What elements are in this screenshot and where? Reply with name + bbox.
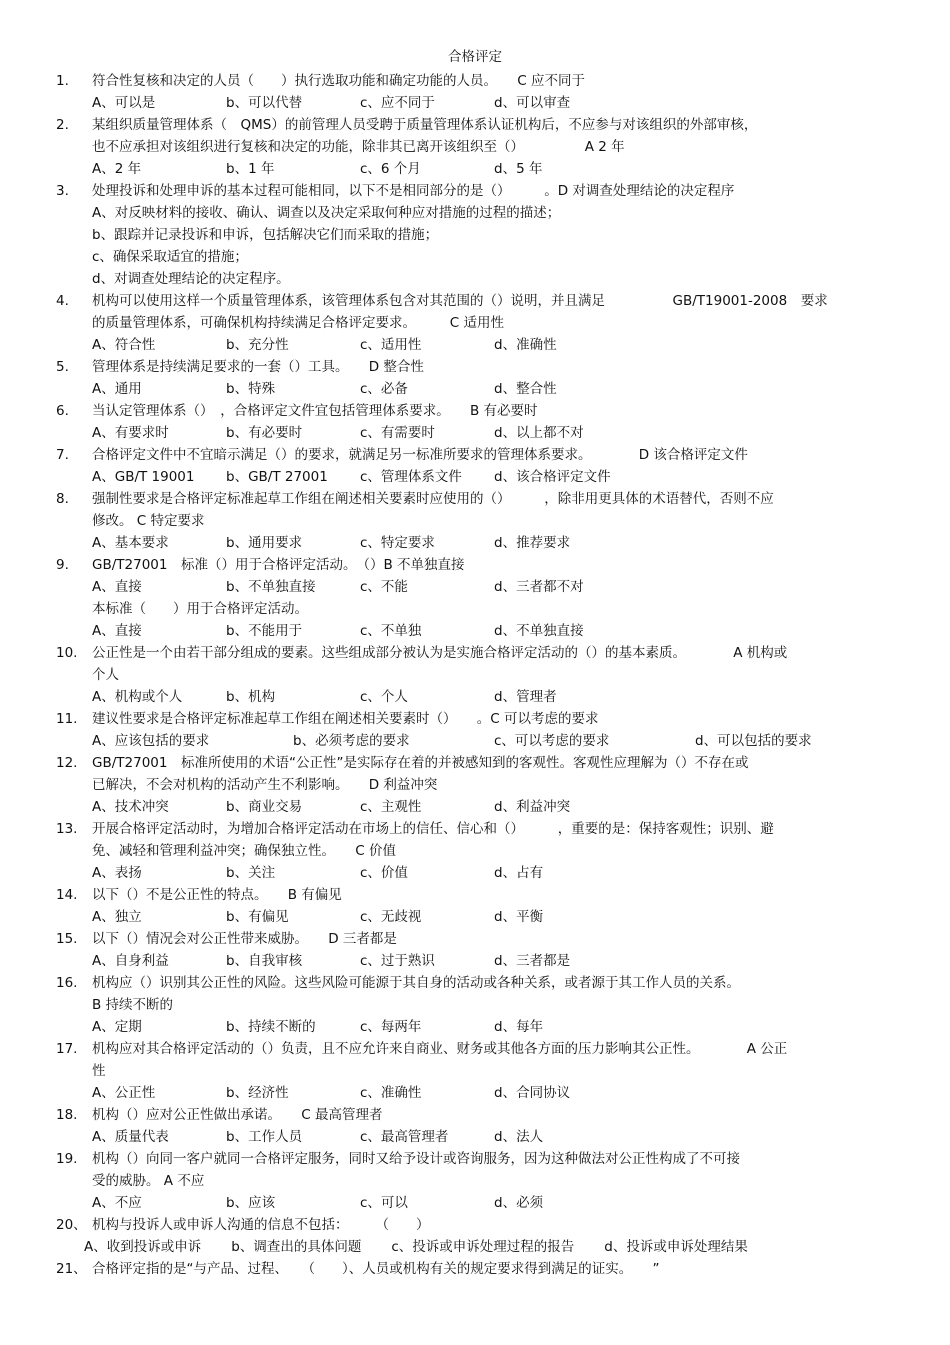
option: A、直接 xyxy=(92,579,142,595)
option: d、5 年 xyxy=(494,161,543,177)
option: d、必须 xyxy=(494,1195,544,1211)
option: A、机构或个人 xyxy=(92,689,183,705)
option: b、通用要求 xyxy=(226,535,303,551)
option: A、公正性 xyxy=(92,1085,156,1101)
question-number: 20、 xyxy=(56,1217,87,1233)
question-continuation: d、对调查处理结论的决定程序。 xyxy=(92,271,290,287)
question-line xyxy=(56,114,896,136)
option-row xyxy=(56,334,896,356)
option: b、经济性 xyxy=(226,1085,289,1101)
question-text: 管理体系是持续满足要求的一套（）工具。 D 整合性 xyxy=(92,359,424,375)
option-row xyxy=(56,1192,896,1214)
option: b、不能用于 xyxy=(226,623,303,639)
question-number: 5. xyxy=(56,359,69,375)
option-row xyxy=(56,422,896,444)
option: d、该合格评定文件 xyxy=(494,469,611,485)
option-row xyxy=(56,92,896,114)
question-line xyxy=(56,1104,896,1126)
option-row xyxy=(56,906,896,928)
question-text: 以下（）情况会对公正性带来威胁。 D 三者都是 xyxy=(92,931,397,947)
question-item xyxy=(56,818,896,884)
question-number: 1. xyxy=(56,73,69,89)
question-line xyxy=(56,1148,896,1170)
option: A、不应 xyxy=(92,1195,142,1211)
option: b、关注 xyxy=(226,865,276,881)
question-line xyxy=(56,752,896,774)
question-text: 公正性是一个由若干部分组成的要素。这些组成部分被认为是实施合格评定活动的（）的基本素质。 A 机构或 xyxy=(92,645,788,661)
option: A、定期 xyxy=(92,1019,142,1035)
question-text: 机构应（）识别其公正性的风险。这些风险可能源于其自身的活动或各种关系，或者源于其工作人员的关系。 xyxy=(92,975,740,991)
question-number: 8. xyxy=(56,491,69,507)
option: d、三者都不对 xyxy=(494,579,584,595)
option: d、推荐要求 xyxy=(494,535,571,551)
question-number: 13. xyxy=(56,821,78,837)
question-item xyxy=(56,884,896,928)
question-item xyxy=(56,488,896,554)
question-line xyxy=(56,356,896,378)
option: b、机构 xyxy=(226,689,276,705)
question-line xyxy=(56,554,896,576)
option: A、直接 xyxy=(92,623,142,639)
question-number: 4. xyxy=(56,293,69,309)
option: b、充分性 xyxy=(226,337,289,353)
option: A、独立 xyxy=(92,909,142,925)
question-continuation: 已解决，不会对机构的活动产生不利影响。 D 利益冲突 xyxy=(92,777,438,793)
question-text: 处理投诉和处理申诉的基本过程可能相同，以下不是相同部分的是（） 。D 对调查处理结论的决定程序 xyxy=(92,183,735,199)
option-row xyxy=(56,862,896,884)
question-text: 机构与投诉人或申诉人沟通的信息不包括： （ ） xyxy=(92,1217,430,1233)
question-item xyxy=(56,752,896,818)
option-row xyxy=(56,532,896,554)
option: b、GB/T 27001 xyxy=(226,469,328,485)
question-number: 17. xyxy=(56,1041,78,1057)
question-number: 6. xyxy=(56,403,69,419)
option: d、法人 xyxy=(494,1129,544,1145)
option: c、有需要时 xyxy=(360,425,435,441)
question-line xyxy=(56,818,896,840)
question-item xyxy=(56,708,896,752)
option: c、可以考虑的要求 xyxy=(494,733,610,749)
option-row xyxy=(56,576,896,598)
option: c、最高管理者 xyxy=(360,1129,449,1145)
question-continuation: 性 xyxy=(92,1063,106,1079)
option: c、不单独 xyxy=(360,623,422,639)
option: c、无歧视 xyxy=(360,909,422,925)
question-line xyxy=(56,70,896,92)
option-row xyxy=(56,730,896,752)
question-number: 9. xyxy=(56,557,69,573)
question-line xyxy=(56,1038,896,1060)
option: A、自身利益 xyxy=(92,953,169,969)
option-row xyxy=(56,620,896,642)
option: b、特殊 xyxy=(226,381,276,397)
option: d、三者都是 xyxy=(494,953,571,969)
question-item xyxy=(56,1214,896,1258)
question-text: 符合性复核和决定的人员（ ）执行选取功能和确定功能的人员。 C 应不同于 xyxy=(92,73,585,89)
option: A、通用 xyxy=(92,381,142,397)
option: c、必备 xyxy=(360,381,408,397)
option: A、可以是 xyxy=(92,95,156,111)
option: d、每年 xyxy=(494,1019,544,1035)
question-item xyxy=(56,1038,896,1104)
question-continuation: 个人 xyxy=(92,667,119,683)
question-text: 建议性要求是合格评定标准起草工作组在阐述相关要素时（） 。C 可以考虑的要求 xyxy=(92,711,599,727)
question-number: 3. xyxy=(56,183,69,199)
question-text: 以下（）不是公正性的特点。 B 有偏见 xyxy=(92,887,342,903)
question-text: 机构（）向同一客户就同一合格评定服务，同时又给予设计或咨询服务，因为这种做法对公正性构成了不可接 xyxy=(92,1151,740,1167)
question-continuation: c、确保采取适宜的措施； xyxy=(92,249,248,265)
option-row xyxy=(56,686,896,708)
option: c、适用性 xyxy=(360,337,422,353)
question-line xyxy=(56,1258,896,1280)
option: c、主观性 xyxy=(360,799,422,815)
question-item xyxy=(56,356,896,400)
question-line xyxy=(56,180,896,202)
option: c、可以 xyxy=(360,1195,408,1211)
option: A、基本要求 xyxy=(92,535,169,551)
question-item xyxy=(56,1104,896,1148)
question-line xyxy=(56,488,896,510)
question-text: 合格评定文件中不宜暗示满足（）的要求，就满足另一标准所要求的管理体系要求。 D 该合格评定文件 xyxy=(92,447,748,463)
option-row xyxy=(56,466,896,488)
question-number: 10. xyxy=(56,645,78,661)
option-row xyxy=(56,796,896,818)
option: d、准确性 xyxy=(494,337,557,353)
question-number: 14. xyxy=(56,887,78,903)
question-item xyxy=(56,400,896,444)
question-number: 2. xyxy=(56,117,69,133)
question-text: 机构（）应对公正性做出承诺。 C 最高管理者 xyxy=(92,1107,383,1123)
option: b、1 年 xyxy=(226,161,275,177)
question-text: 当认定管理体系（） ，合格评定文件宜包括管理体系要求。 B 有必要时 xyxy=(92,403,538,419)
option: b、有偏见 xyxy=(226,909,289,925)
option: c、个人 xyxy=(360,689,408,705)
question-line xyxy=(56,972,896,994)
option: d、合同协议 xyxy=(494,1085,571,1101)
question-item xyxy=(56,70,896,114)
question-item xyxy=(56,554,896,642)
option: b、商业交易 xyxy=(226,799,303,815)
option: d、不单独直接 xyxy=(494,623,584,639)
option: d、投诉或申诉处理结果 xyxy=(604,1239,748,1255)
question-text: 开展合格评定活动时，为增加合格评定活动在市场上的信任、信心和（） ，重要的是：保持客观性；识别、避 xyxy=(92,821,774,837)
option-row xyxy=(56,158,896,180)
question-item xyxy=(56,290,896,356)
option: b、自我审核 xyxy=(226,953,303,969)
question-line xyxy=(56,642,896,664)
question-line xyxy=(56,290,896,312)
question-number: 16. xyxy=(56,975,78,991)
option: b、可以代替 xyxy=(226,95,303,111)
question-number: 18. xyxy=(56,1107,78,1123)
question-line xyxy=(56,444,896,466)
option: d、利益冲突 xyxy=(494,799,571,815)
option: A、应该包括的要求 xyxy=(92,733,210,749)
question-line xyxy=(56,1214,896,1236)
question-item xyxy=(56,114,896,180)
option: c、准确性 xyxy=(360,1085,422,1101)
option: c、管理体系文件 xyxy=(360,469,462,485)
option-row xyxy=(56,378,896,400)
option: c、6 个月 xyxy=(360,161,421,177)
option: b、应该 xyxy=(226,1195,276,1211)
question-text: 机构应对其合格评定活动的（）负责，且不应允许来自商业、财务或其他各方面的压力影响其公正性。 A 公正 xyxy=(92,1041,788,1057)
option: A、质量代表 xyxy=(92,1129,169,1145)
option: A、2 年 xyxy=(92,161,142,177)
option: b、调查出的具体问题 xyxy=(231,1239,362,1255)
option: c、投诉或申诉处理过程的报告 xyxy=(391,1239,575,1255)
option: A、表扬 xyxy=(92,865,142,881)
option: c、应不同于 xyxy=(360,95,435,111)
question-number: 19. xyxy=(56,1151,78,1167)
question-text: 强制性要求是合格评定标准起草工作组在阐述相关要素时应使用的（） ，除非用更具体的术语替代，否则不应 xyxy=(92,491,774,507)
question-number: 11. xyxy=(56,711,78,727)
option: b、有必要时 xyxy=(226,425,303,441)
option: b、必须考虑的要求 xyxy=(293,733,410,749)
option: d、以上都不对 xyxy=(494,425,584,441)
option: d、管理者 xyxy=(494,689,557,705)
option: d、可以包括的要求 xyxy=(695,733,812,749)
question-item xyxy=(56,642,896,708)
question-continuation: B 持续不断的 xyxy=(92,997,174,1013)
question-item xyxy=(56,1148,896,1214)
option: d、可以审查 xyxy=(494,95,571,111)
question-line xyxy=(56,928,896,950)
question-line xyxy=(56,400,896,422)
question-continuation: 受的威胁。 A 不应 xyxy=(92,1173,205,1189)
option: c、不能 xyxy=(360,579,408,595)
question-continuation: 修改。 C 特定要求 xyxy=(92,513,205,529)
option: c、价值 xyxy=(360,865,408,881)
page-title: 合格评定 xyxy=(448,49,502,65)
option: c、过于熟识 xyxy=(360,953,435,969)
option: b、不单独直接 xyxy=(226,579,316,595)
question-text: 某组织质量管理体系（ QMS）的前管理人员受聘于质量管理体系认证机构后，不应参与对该组织的外部审核， xyxy=(92,117,758,133)
question-continuation: A、对反映材料的接收、确认、调查以及决定采取何种应对措施的过程的描述； xyxy=(92,205,561,221)
option-row xyxy=(56,1236,896,1258)
question-item xyxy=(56,180,896,290)
option: b、工作人员 xyxy=(226,1129,303,1145)
option-row xyxy=(56,1126,896,1148)
option-row xyxy=(56,1016,896,1038)
option: d、占有 xyxy=(494,865,544,881)
question-text: GB/T27001 标准（）用于合格评定活动。 （）B 不单独直接 xyxy=(92,557,465,573)
question-item xyxy=(56,444,896,488)
question-item xyxy=(56,1258,896,1280)
option: c、特定要求 xyxy=(360,535,435,551)
question-continuation: b、跟踪并记录投诉和申诉，包括解决它们而采取的措施； xyxy=(92,227,439,243)
question-number: 21、 xyxy=(56,1261,87,1277)
option: b、持续不断的 xyxy=(226,1019,316,1035)
question-number: 15. xyxy=(56,931,78,947)
option: A、有要求时 xyxy=(92,425,169,441)
question-text: GB/T27001 标准所使用的术语“公正性”是实际存在着的并被感知到的客观性。客观性应理解为（）不存在或 xyxy=(92,755,749,771)
question-item xyxy=(56,928,896,972)
question-continuation: 本标准（ ）用于合格评定活动。 xyxy=(92,601,308,617)
question-list xyxy=(56,70,896,1280)
question-continuation: 免、减轻和管理利益冲突；确保独立性。 C 价值 xyxy=(92,843,396,859)
option-row xyxy=(56,950,896,972)
option: A、收到投诉或申诉 xyxy=(84,1239,202,1255)
option: c、每两年 xyxy=(360,1019,422,1035)
option: d、整合性 xyxy=(494,381,557,397)
option: A、符合性 xyxy=(92,337,156,353)
option: A、技术冲突 xyxy=(92,799,169,815)
question-continuation: 也不应承担对该组织进行复核和决定的功能，除非其已离开该组织至（） A 2 年 xyxy=(92,139,625,155)
question-continuation: 的质量管理体系，可确保机构持续满足合格评定要求。 C 适用性 xyxy=(92,315,504,331)
question-number: 7. xyxy=(56,447,69,463)
question-item xyxy=(56,972,896,1038)
question-text: 合格评定指的是“与产品、过程、 （ ）、人员或机构有关的规定要求得到满足的证实。 ” xyxy=(92,1261,660,1277)
question-line xyxy=(56,708,896,730)
question-number: 12. xyxy=(56,755,78,771)
question-text: 机构可以使用这样一个质量管理体系，该管理体系包含对其范围的（）说明，并且满足 GB/T19001-2008 要求 xyxy=(92,293,828,309)
option: A、GB/T 19001 xyxy=(92,469,195,485)
option-row xyxy=(56,1082,896,1104)
question-line xyxy=(56,884,896,906)
option: d、平衡 xyxy=(494,909,544,925)
